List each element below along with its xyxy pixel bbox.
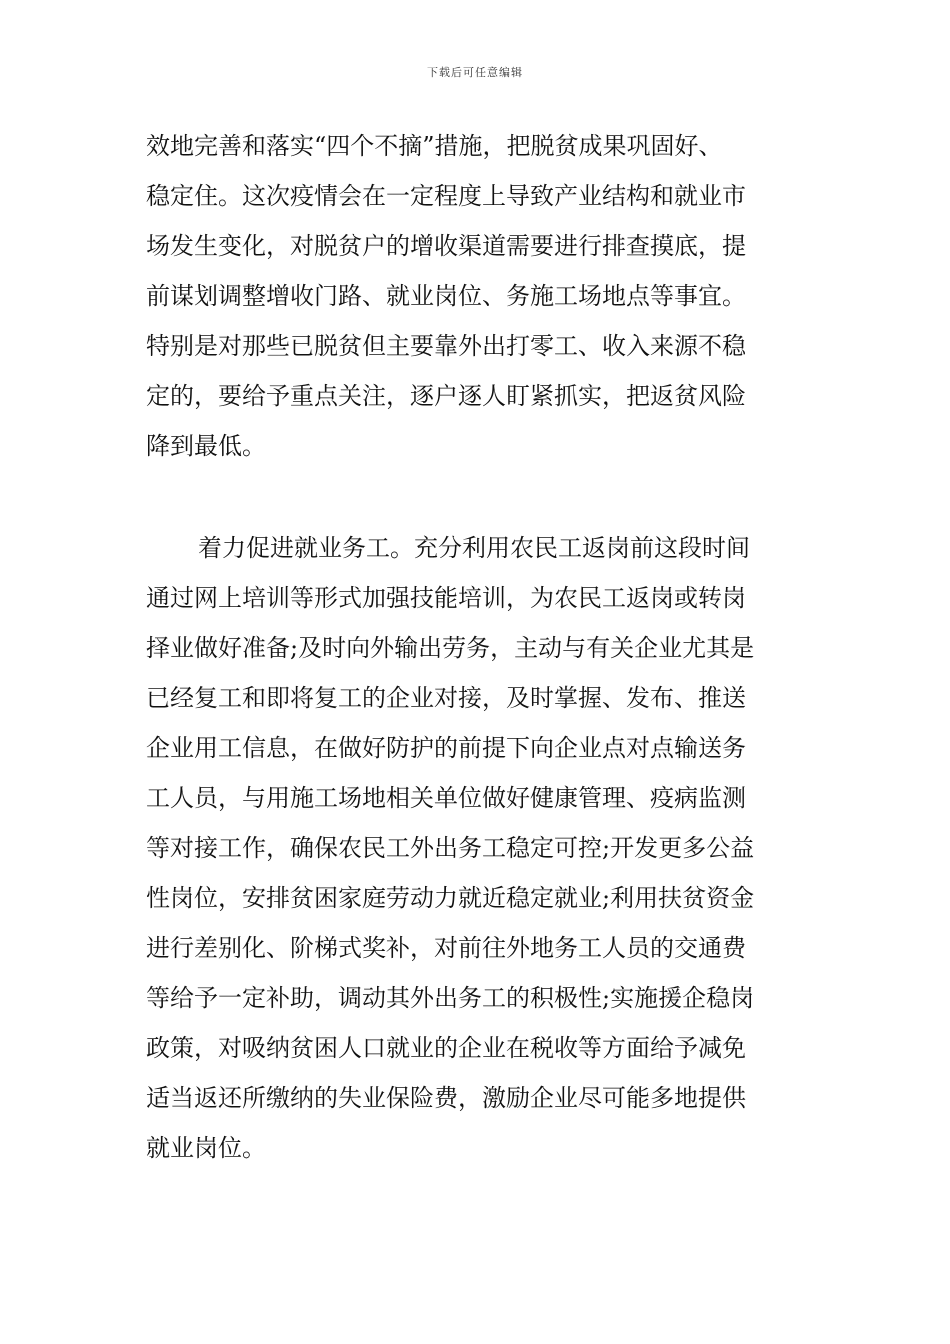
paragraph-line: 择业做好准备;及时向外输出劳务，主动与有关企业尤其是 <box>146 634 755 662</box>
paragraph-line: 企业用工信息，在做好防护的前提下向企业点对点输送务 <box>146 734 746 762</box>
paragraph-line: 等给予一定补助，调动其外出务工的积极性;实施援企稳岗 <box>146 984 755 1012</box>
paragraph-line: 定的，要给予重点关注，逐户逐人盯紧抓实，把返贫风险 <box>146 382 746 410</box>
paragraph-2 <box>146 523 806 1173</box>
paragraph-line: 工人员，与用施工场地相关单位做好健康管理、疫病监测 <box>146 784 746 812</box>
paragraph-line: 稳定住。这次疫情会在一定程度上导致产业结构和就业市 <box>146 182 746 210</box>
paragraph-line: 政策，对吸纳贫困人口就业的企业在税收等方面给予减免 <box>146 1034 746 1062</box>
paragraph-line: 特别是对那些已脱贫但主要靠外出打零工、收入来源不稳 <box>146 332 746 360</box>
paragraph-1 <box>146 121 806 471</box>
paragraph-line: 性岗位，安排贫困家庭劳动力就近稳定就业;利用扶贫资金 <box>146 884 755 912</box>
paragraph-line: 前谋划调整增收门路、就业岗位、务施工场地点等事宜。 <box>146 282 746 310</box>
paragraph-line: 就业岗位。 <box>146 1134 266 1162</box>
paragraph-line: 适当返还所缴纳的失业保险费，激励企业尽可能多地提供 <box>146 1084 746 1112</box>
paragraph-line: 降到最低。 <box>146 432 266 460</box>
paragraph-line: 等对接工作，确保农民工外出务工稳定可控;开发更多公益 <box>146 834 755 862</box>
page-header-note: 下载后可任意编辑 <box>427 66 523 79</box>
paragraph-line: 已经复工和即将复工的企业对接，及时掌握、发布、推送 <box>146 684 746 712</box>
paragraph-line: 进行差别化、阶梯式奖补，对前往外地务工人员的交通费 <box>146 934 746 962</box>
paragraph-line: 场发生变化，对脱贫户的增收渠道需要进行排查摸底，提 <box>146 232 746 260</box>
paragraph-line: 通过网上培训等形式加强技能培训，为农民工返岗或转岗 <box>146 584 746 612</box>
paragraph-line: 着力促进就业务工。充分利用农民工返岗前这段时间 <box>198 534 750 562</box>
paragraph-line: 效地完善和落实“四个不摘”措施，把脱贫成果巩固好、 <box>146 132 723 160</box>
